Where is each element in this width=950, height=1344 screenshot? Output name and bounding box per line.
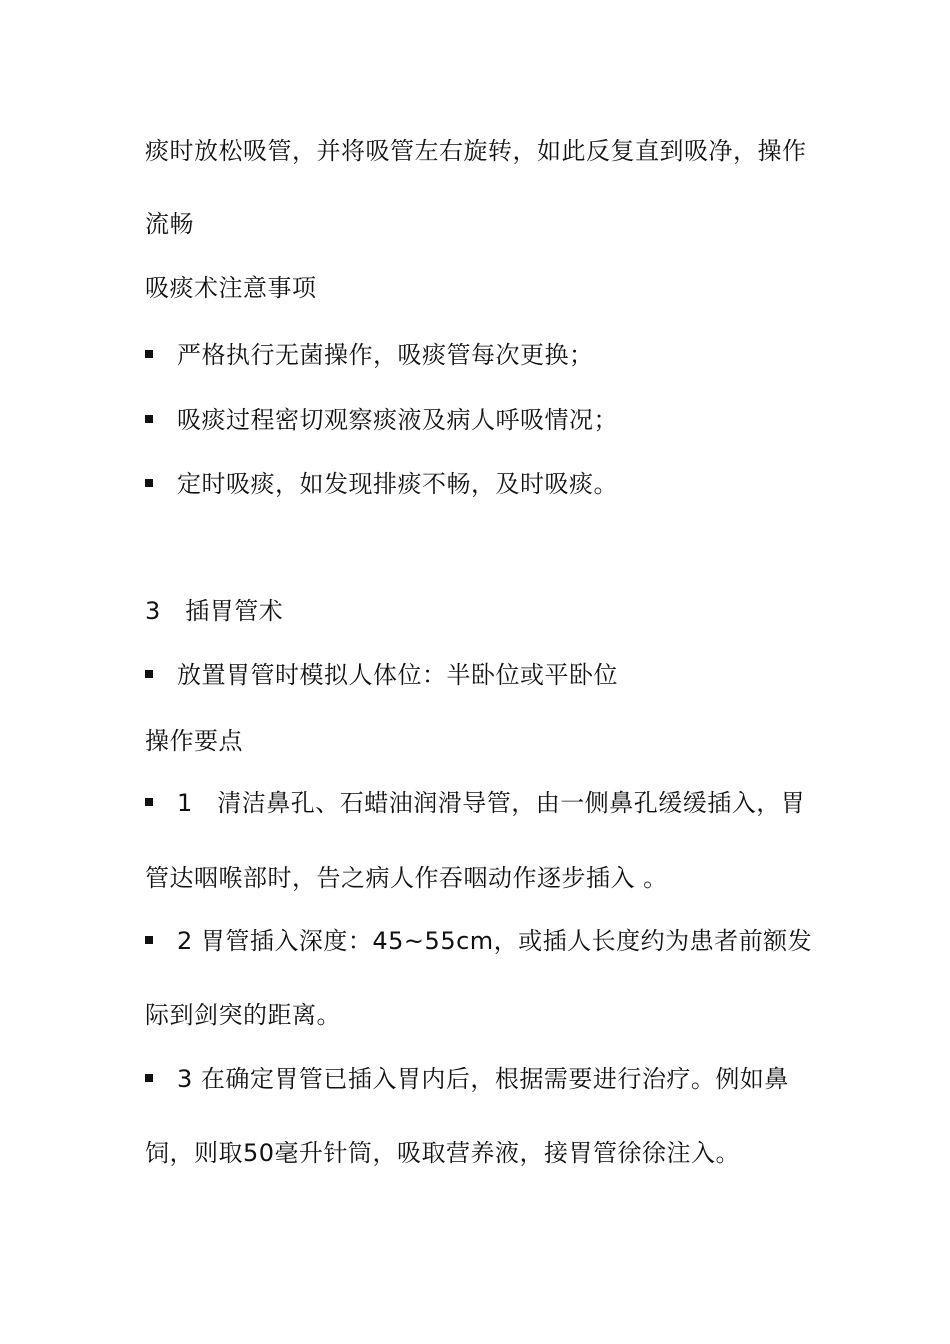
bullet-square-icon [145,479,153,487]
list-item-step-3 [145,1062,789,1096]
list-item-step-2 [145,924,812,958]
list-item-text: 定时吸痰，如发现排痰不畅，及时吸痰。 [177,470,618,498]
bullet-square-icon [145,798,153,806]
list-item-position [145,658,618,692]
paragraph-continuation-line-1: 痰时放松吸管，并将吸管左右旋转，如此反复直到吸净，操作 [145,137,807,165]
section-title-gastric-tube: 3 插胃管术 [145,597,284,625]
list-item-text: 2 胃管插入深度：45~55cm，或插人长度约为患者前额发 [177,927,813,955]
step-1-continuation: 管达咽喉部时，告之病人作吞咽动作逐步插入 。 [145,864,668,892]
list-item-text: 3 在确定胃管已插入胃内后，根据需要进行治疗。例如鼻 [177,1065,789,1093]
list-item-text: 吸痰过程密切观察痰液及病人呼吸情况； [177,406,618,434]
list-item-text: 1 清洁鼻孔、石蜡油润滑导管，由一侧鼻孔缓缓插入，胃 [177,789,806,817]
list-item-text: 严格执行无菌操作，吸痰管每次更换； [177,341,594,369]
bullet-square-icon [145,1074,153,1082]
step-3-continuation: 饲，则取50毫升针筒，吸取营养液，接胃管徐徐注入。 [145,1139,741,1167]
step-2-continuation: 际到剑突的距离。 [145,1001,341,1029]
bullet-square-icon [145,350,153,358]
bullet-square-icon [145,936,153,944]
list-item-suction-3 [145,467,618,501]
list-item-step-1 [145,786,805,820]
list-item-text: 放置胃管时模拟人体位：半卧位或平卧位 [177,661,618,689]
bullet-square-icon [145,670,153,678]
paragraph-continuation-line-2: 流畅 [145,210,194,238]
heading-key-points: 操作要点 [145,727,243,755]
list-item-suction-2 [145,403,618,437]
heading-suction-notes: 吸痰术注意事项 [145,274,317,302]
bullet-square-icon [145,415,153,423]
list-item-suction-1 [145,338,594,372]
